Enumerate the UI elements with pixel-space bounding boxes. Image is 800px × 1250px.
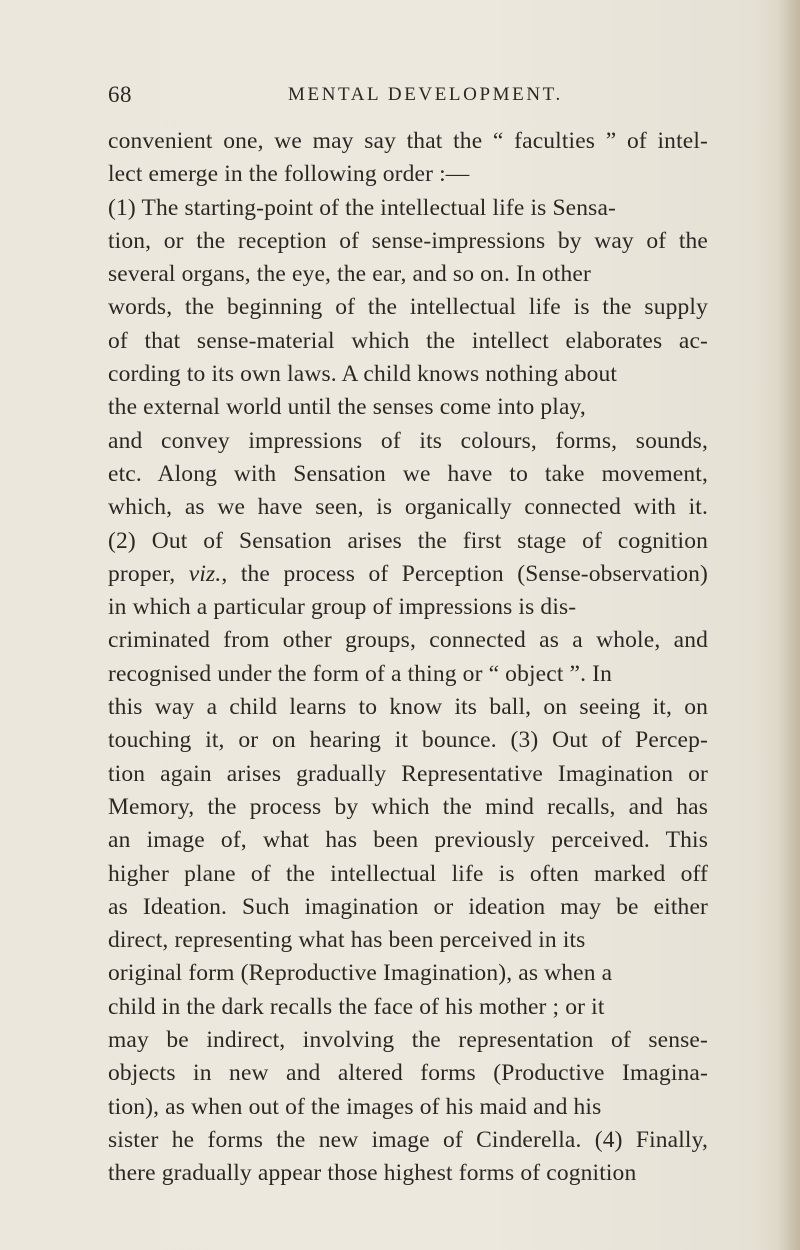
text-line: criminated from other groups, connected as a whole, and [108,627,708,654]
text-line: convenient one, we may say that the “ faculties ” of intel- [108,128,708,154]
page-header [108,82,708,114]
text-line: recognised under the form of a thing or “ object ”. In [108,660,613,687]
text-line: direct, representing what has been perceived in its [108,927,586,954]
text-line: etc. Along with Sensation we have to take movement, [108,460,708,487]
page-number: 68 [108,82,132,107]
body-text [108,125,800,1191]
text-line: tion), as when out of the images of his maid and his [108,1093,602,1120]
text-line: objects in new and altered forms (Productive Imagina- [108,1060,708,1087]
text-line: words, the beginning of the intellectual life is the supply [108,294,708,321]
text-line: tion again arises gradually Representative Imagination or [108,760,708,787]
text-line: proper, viz., the process of Perception (Sense-observation) [108,560,709,587]
text-line: original form (Reproductive Imagination), as when a [108,960,613,987]
text-line: several organs, the eye, the ear, and so on. In other [108,261,591,288]
text-line: tion, or the reception of sense-impressions by way of the [108,227,708,254]
running-title: MENTAL DEVELOPMENT. [288,84,563,105]
text-line: may be indirect, involving the representation of sense- [108,1027,708,1054]
text-line: cording to its own laws. A child knows nothing about [108,361,618,388]
text-line: in which a particular group of impressions is dis- [108,594,577,621]
text-line: an image of, what has been previously perceived. This [108,827,708,854]
text-line: (2) Out of Sensation arises the first stage of cognition [108,527,708,554]
text-line: (1) The starting-point of the intellectual life is Sensa- [108,194,617,221]
text-line: as Ideation. Such imagination or ideation may be either [108,893,708,920]
text-line: lect emerge in the following order :— [108,161,470,188]
text-line: this way a child learns to know its ball, on seeing it, on [108,694,708,721]
text-line: child in the dark recalls the face of his mother ; or it [108,993,605,1020]
text-line: there gradually appear those highest forms of cognition [108,1160,637,1187]
text-line: touching it, or on hearing it bounce. (3) Out of Percep- [108,727,708,754]
text-line: the external world until the senses come into play, [108,394,586,421]
text-line: sister he forms the new image of Cinderella. (4) Finally, [108,1126,708,1153]
text-line: of that sense-material which the intellect elaborates ac- [108,327,708,354]
text-line: higher plane of the intellectual life is often marked off [108,860,708,887]
text-line: Memory, the process by which the mind recalls, and has [108,793,708,820]
text-line: which, as we have seen, is organically connected with it. [108,494,708,521]
text-line: and convey impressions of its colours, forms, sounds, [108,427,708,454]
